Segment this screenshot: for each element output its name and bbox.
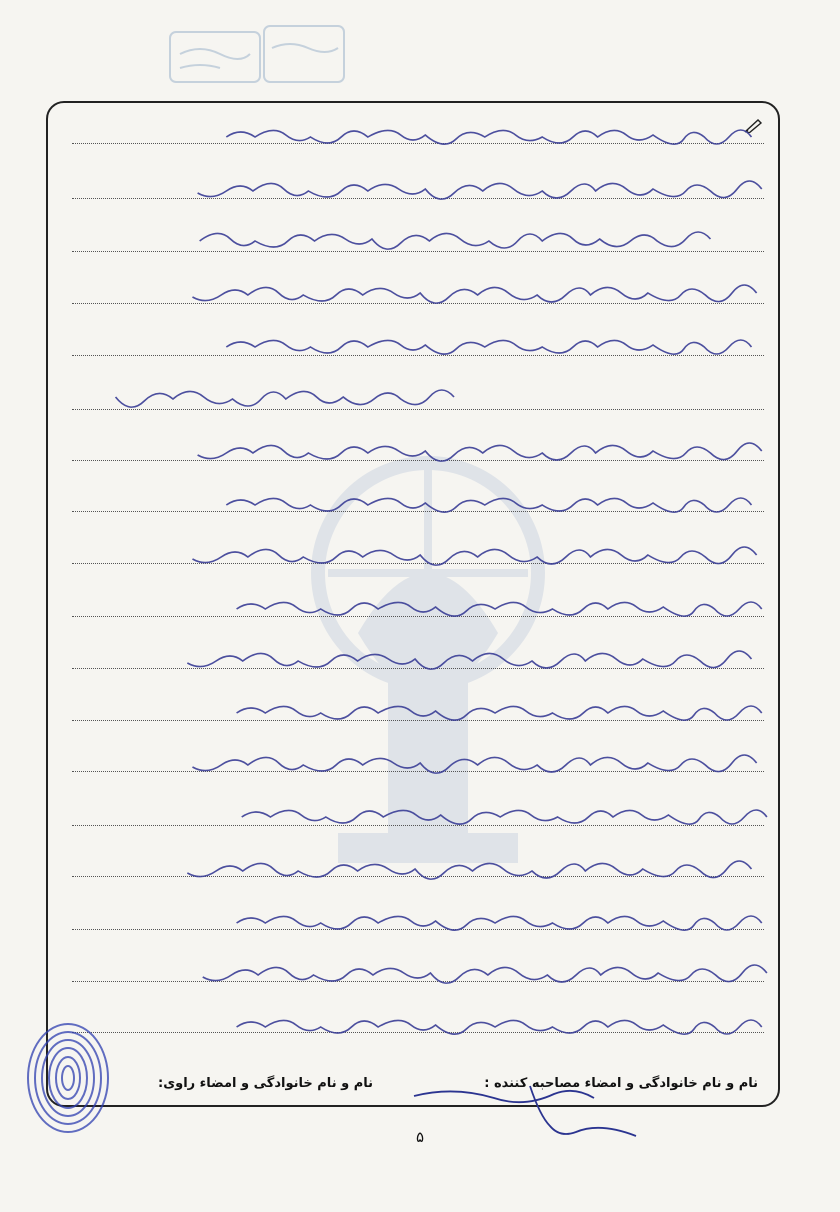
compiler-signature-label: نام و نام خانوادگی و امضاء مصاحبه کننده : (484, 1076, 758, 1091)
handwritten-line (54, 423, 772, 467)
handwritten-line (54, 107, 772, 151)
handwritten-line (54, 317, 772, 361)
handwritten-line (54, 997, 772, 1041)
handwritten-line (54, 945, 772, 989)
handwritten-line (54, 265, 772, 309)
handwritten-line (54, 893, 772, 937)
handwritten-line (54, 161, 772, 205)
handwritten-line (54, 213, 772, 257)
page-number: ۵ (415, 1128, 425, 1146)
handwritten-line (54, 683, 772, 727)
handwritten-line (54, 631, 772, 675)
registration-stamp (168, 24, 348, 86)
handwritten-line (54, 371, 772, 415)
narrator-signature-label: نام و نام خانوادگی و امضاء راوی: (158, 1076, 373, 1091)
handwritten-line (54, 527, 772, 571)
handwritten-line (54, 735, 772, 779)
fingerprint-icon (22, 1018, 114, 1136)
handwritten-line (54, 841, 772, 885)
handwritten-line (54, 787, 772, 831)
handwritten-line (54, 579, 772, 623)
writing-frame (46, 101, 780, 1107)
handwritten-line (54, 475, 772, 519)
